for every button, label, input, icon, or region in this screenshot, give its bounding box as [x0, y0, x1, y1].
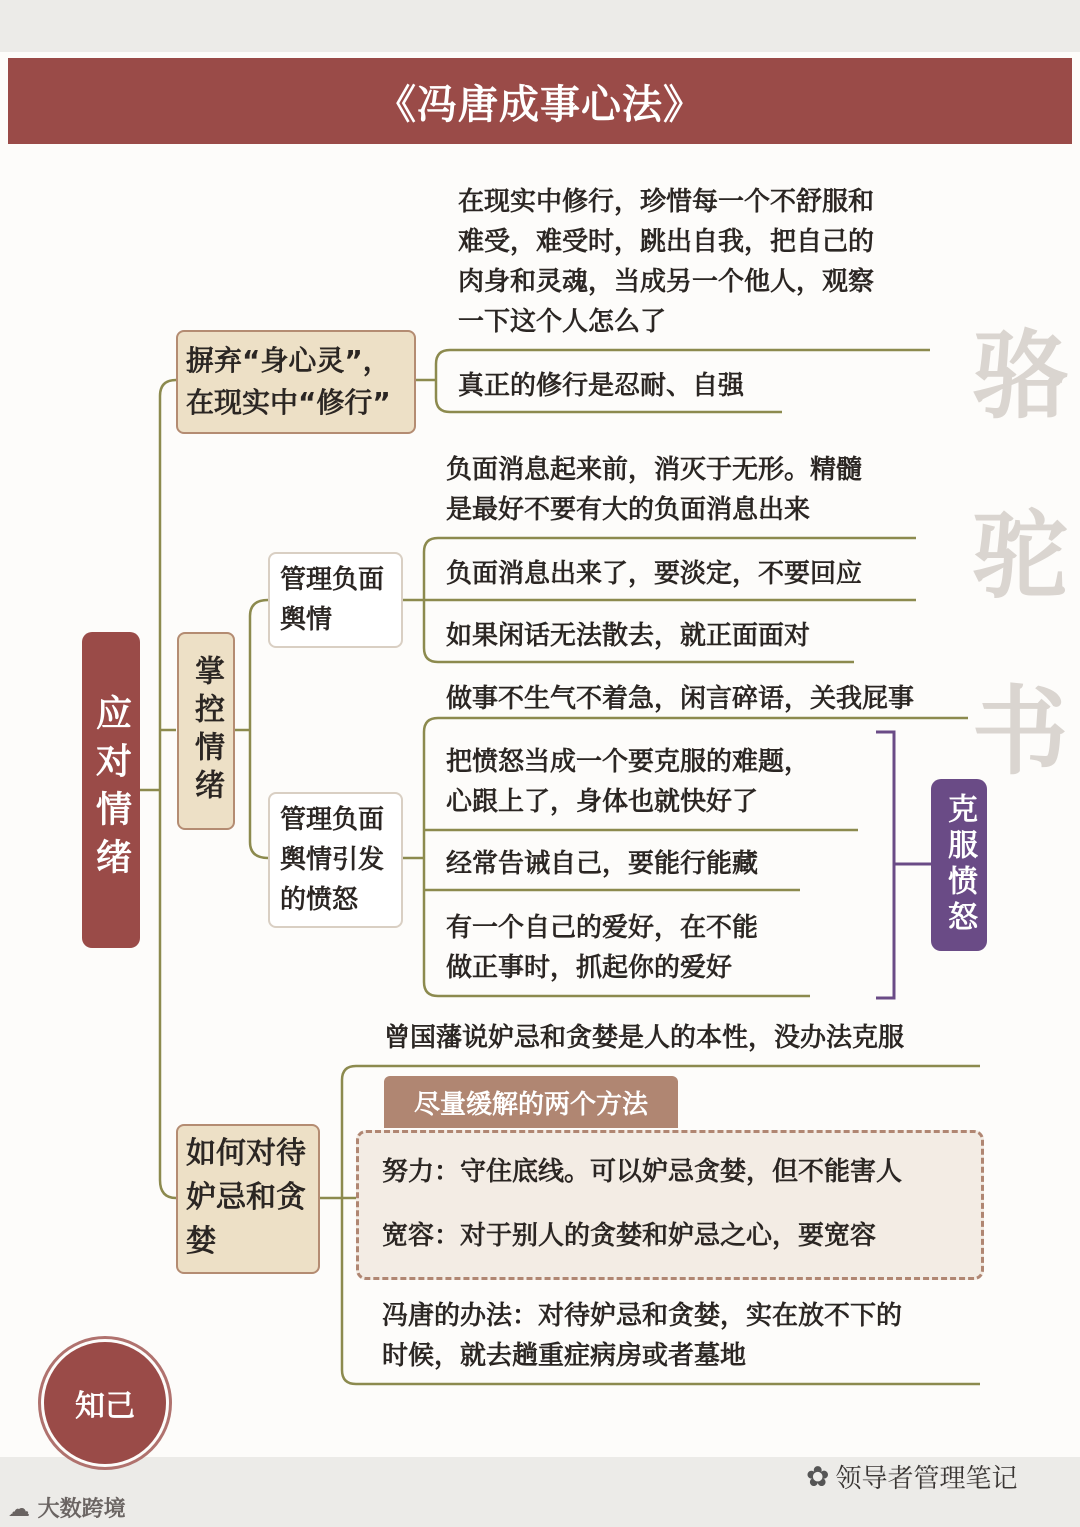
leaf-hobby	[446, 908, 758, 988]
watermark-char: 书	[972, 676, 1068, 788]
leaf-dont-get-angry	[446, 679, 914, 719]
branch-control-emotions: 掌控情绪	[177, 632, 235, 830]
branch3-line: 如何对待	[186, 1136, 306, 1171]
leaf-line: 肉身和灵魂，当成另一个他人，观察	[458, 267, 875, 297]
leaf-practice-in-reality	[458, 182, 874, 342]
leaf-feng-tang-method	[382, 1296, 902, 1376]
seal-zhiji: 知己	[44, 1342, 166, 1464]
footer-source	[8, 1492, 126, 1523]
leaf-line: 冯唐的办法：对待妒忌和贪婪，实在放不下的	[382, 1301, 903, 1331]
branch1-line2: 在现实中“修行”	[186, 386, 391, 419]
branch3-line: 婪	[186, 1224, 216, 1259]
overcome-anger-tag: 克服愤怒	[931, 779, 987, 951]
sub1-line: 管理负面	[280, 565, 385, 595]
leaf-line: 一下这个人怎么了	[458, 307, 667, 337]
branch-jealousy-greed	[176, 1124, 320, 1274]
leaf-prevent-negative-news	[446, 450, 862, 530]
leaf-line: 把愤怒当成一个要克服的难题，	[446, 747, 811, 777]
footer-source-name: 大数跨境	[37, 1497, 126, 1522]
leaf-line: 真正的修行是忍耐、自强	[458, 371, 745, 401]
leaf-remind-self	[446, 844, 758, 884]
leaf-line: 时候，就去趟重症病房或者墓地	[382, 1341, 747, 1371]
sub2-line: 管理负面	[280, 805, 385, 835]
branch1-line1: 摒弃“身心灵”，	[186, 344, 391, 377]
sub2-line: 的愤怒	[280, 885, 359, 915]
leaf-line: 曾国藩说妒忌和贪婪是人的本性，没办法克服	[384, 1023, 905, 1053]
leaf-line: 是最好不要有大的负面消息出来	[446, 495, 811, 525]
sub1-line: 舆情	[280, 605, 333, 635]
watermark-char: 驼	[972, 500, 1068, 612]
branch3-line: 妒忌和贪	[186, 1180, 306, 1215]
sub-manage-negative-opinion	[268, 552, 403, 648]
root-node: 应对情绪	[82, 632, 140, 948]
branch-abandon-mind-body-spirit	[176, 330, 416, 434]
leaf-zeng-guofan	[384, 1018, 904, 1058]
page-title: 《冯唐成事心法》	[8, 58, 1072, 144]
leaf-true-practice	[458, 366, 744, 406]
watermark-char: 骆	[972, 320, 1068, 432]
leaf-line: 努力：守住底线。可以妒忌贪婪，但不能害人	[382, 1157, 903, 1187]
leaf-line: 在现实中修行，珍惜每一个不舒服和	[458, 187, 875, 217]
footer-account	[806, 1458, 1017, 1495]
leaf-line: 做事不生气不着急，闲言碎语，关我屁事	[446, 684, 915, 714]
leaf-line: 难受，难受时，跳出自我，把自己的	[458, 227, 875, 257]
leaf-face-directly	[446, 616, 810, 656]
leaf-line: 负面消息出来了，要淡定，不要回应	[446, 559, 863, 589]
sub2-line: 舆情引发	[280, 845, 385, 875]
wechat-icon: ✿	[806, 1460, 830, 1493]
method-effort	[382, 1152, 902, 1192]
leaf-line: 负面消息起来前，消灭于无形。精髓	[446, 455, 863, 485]
leaf-line: 有一个自己的爱好，在不能	[446, 913, 759, 943]
method-tolerance	[382, 1216, 876, 1256]
methods-label: 尽量缓解的两个方法	[384, 1076, 678, 1128]
leaf-anger-as-problem	[446, 742, 810, 822]
footer-account-name: 领导者管理笔记	[835, 1464, 1018, 1494]
leaf-line: 心跟上了，身体也就快好了	[446, 787, 759, 817]
leaf-stay-calm	[446, 554, 862, 594]
sub-manage-anger	[268, 792, 403, 928]
leaf-line: 宽容：对于别人的贪婪和妒忌之心，要宽容	[382, 1221, 877, 1251]
leaf-line: 做正事时，抓起你的爱好	[446, 953, 733, 983]
leaf-line: 如果闲话无法散去，就正面面对	[446, 621, 811, 651]
cloud-icon: ☁	[8, 1497, 30, 1522]
leaf-line: 经常告诫自己，要能行能藏	[446, 849, 759, 879]
